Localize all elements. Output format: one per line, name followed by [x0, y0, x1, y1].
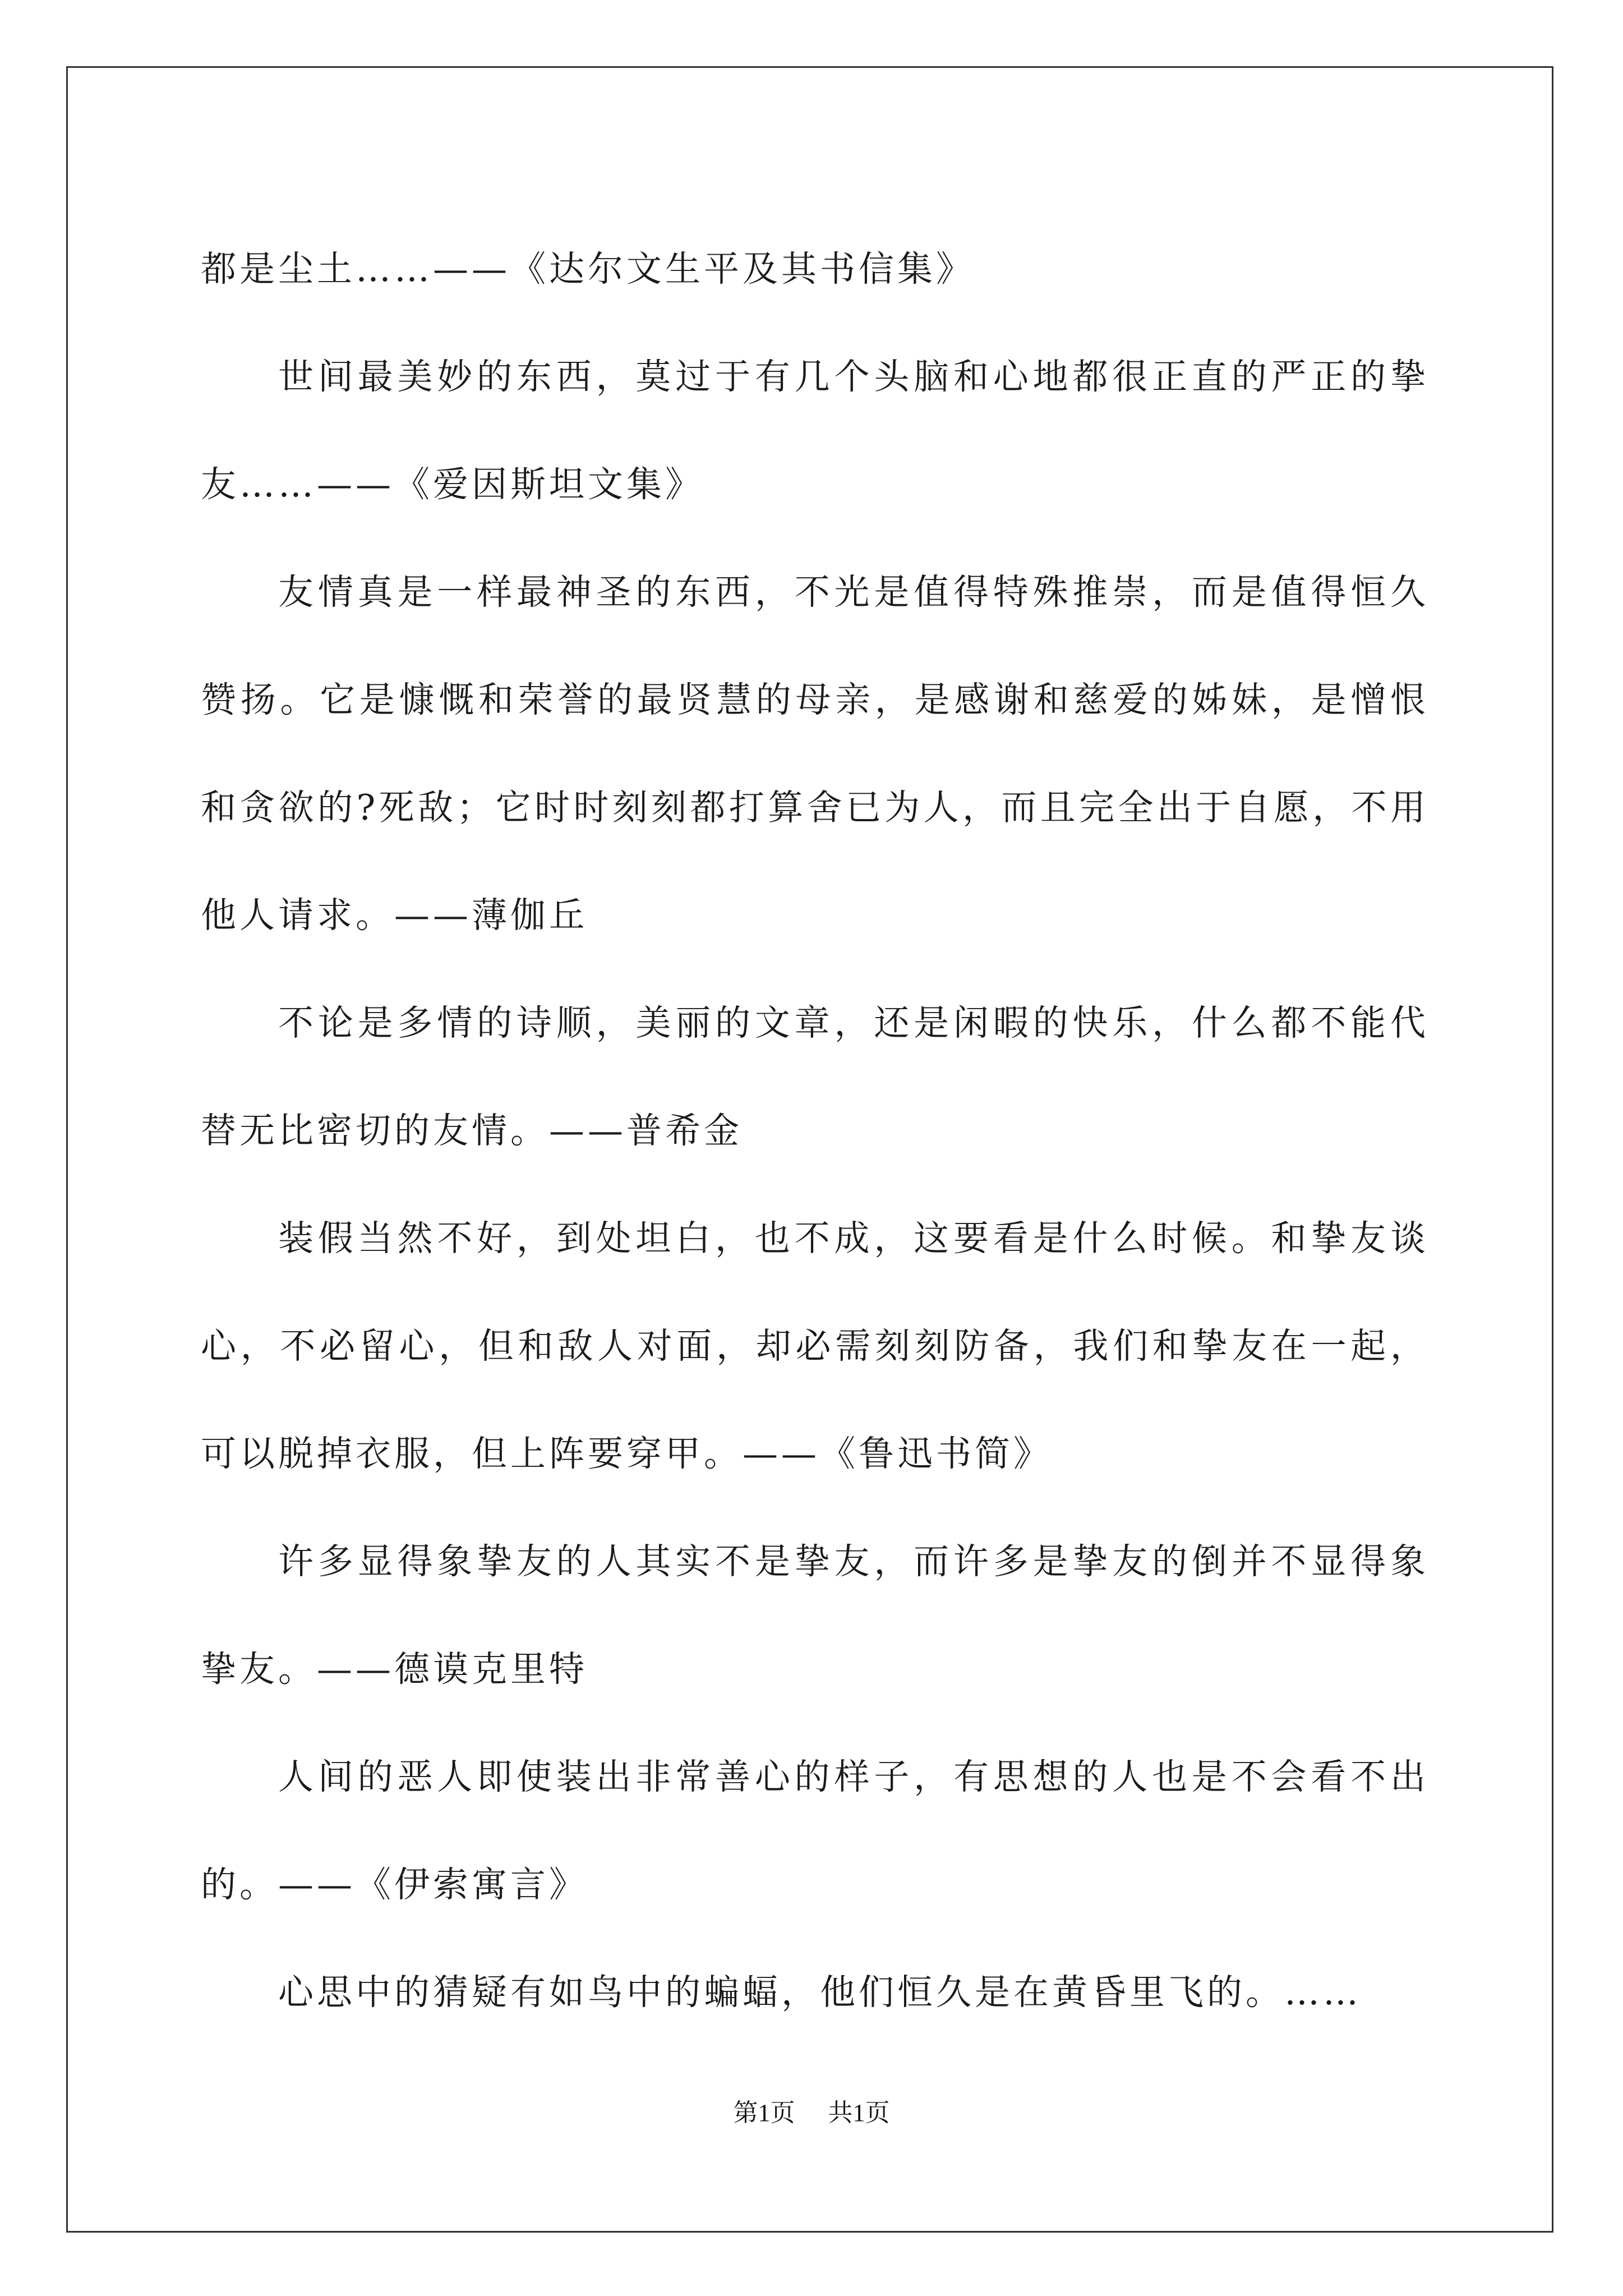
paragraph: 世间最美妙的东西，莫过于有几个头脑和心地都很正直的严正的挚友……——《爱因斯坦文集》: [201, 356, 1429, 505]
paragraph: 人间的恶人即使装出非常善心的样子，有思想的人也是不会看不出的。——《伊索寓言》: [201, 1756, 1429, 1905]
page-total: 共1页: [828, 2099, 890, 2127]
paragraph: 友情真是一样最神圣的东西，不光是值得特殊推崇，而是值得恒久赞扬。它是慷慨和荣誉的最贤慧的母亲，是感谢和慈爱的姊妹，是憎恨和贪欲的?死敌；它时时刻刻都打算舍已为人，而且完全出于自愿，不用他人请求。——薄伽丘: [201, 572, 1429, 936]
paragraph: 许多显得象挚友的人其实不是挚友，而许多是挚友的倒并不显得象挚友。——德谟克里特: [201, 1541, 1429, 1690]
page-number: 第1页: [733, 2099, 795, 2127]
page-footer: [0, 2092, 1623, 2128]
paragraph: 都是尘土……——《达尔文生平及其书信集》: [201, 249, 975, 289]
paragraph: 不论是多情的诗顺，美丽的文章，还是闲暇的快乐，什么都不能代替无比密切的友情。——普希金: [201, 1002, 1429, 1151]
paragraph: 心思中的猜疑有如鸟中的蝙蝠，他们恒久是在黄昏里飞的。……: [278, 1972, 1362, 2013]
document-body: [201, 215, 1429, 2046]
paragraph: 装假当然不好，到处坦白，也不成，这要看是什么时候。和挚友谈心，不必留心，但和敌人对面，却必需刻刻防备，我们和挚友在一起，可以脱掉衣服，但上阵要穿甲。——《鲁迅书简》: [201, 1218, 1429, 1474]
